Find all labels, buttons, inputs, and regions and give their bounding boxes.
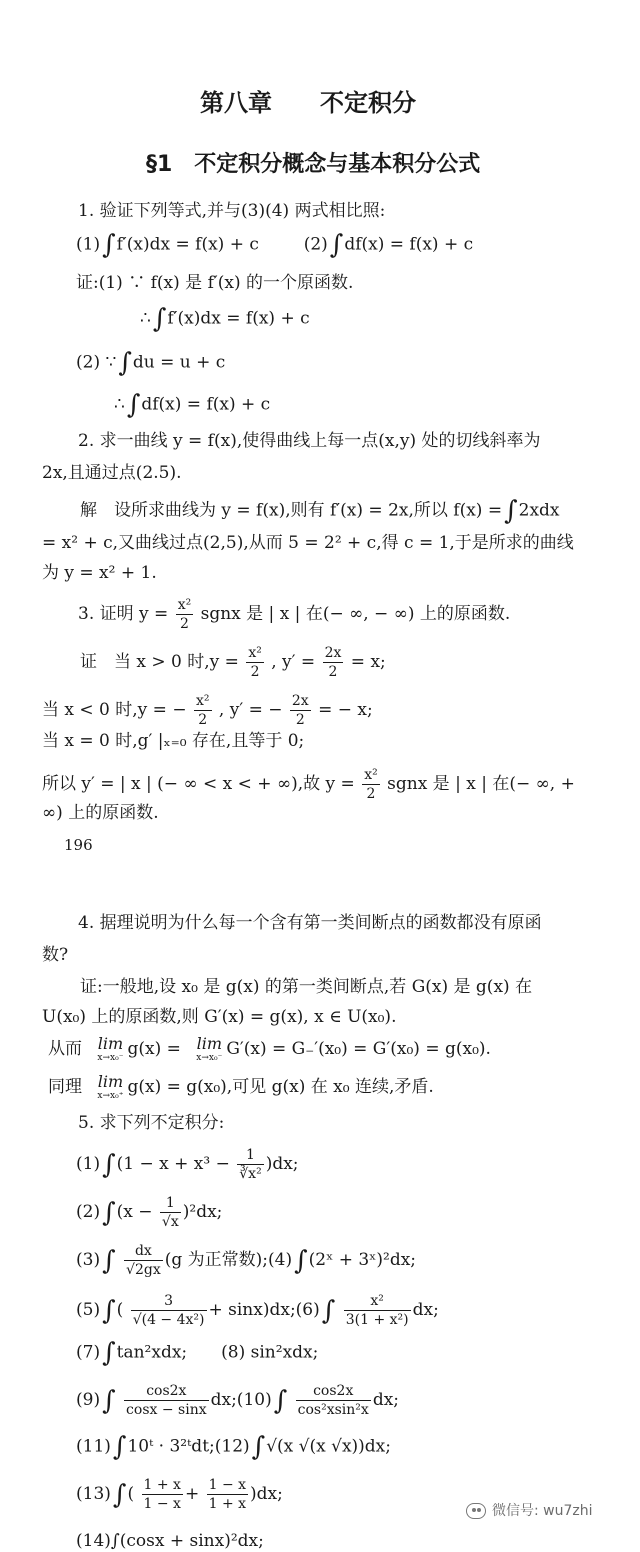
exercise-7-8: (7)∫tan²xdx; (8) sin²xdx;: [76, 1338, 319, 1368]
problem-2-statement: 2. 求一曲线 y = f(x),使得曲线上每一点(x,y) 处的切线斜率为: [78, 431, 541, 451]
chapter-title: 第八章 不定积分: [200, 89, 416, 117]
proof-4-line-4: 同理 lim x→x₀⁺ g(x) = g(x₀),可见 g(x) 在 x₀ 连续,矛盾.: [48, 1072, 434, 1101]
exercise-13: (13)∫( $\frac{1 + x}{1 - x}$ + $\frac{1 - x}{1 + x}$ )dx;: [76, 1477, 283, 1512]
solution-2-line-2: = x² + c,又曲线过点(2,5),从而 5 = 2² + c,得 c = 1,于是所求的曲线: [42, 533, 574, 553]
proof-3-line-3: 当 x = 0 时,g′ |ₓ₌₀ 存在,且等于 0;: [42, 731, 305, 751]
section-title: §1 不定积分概念与基本积分公式: [146, 152, 481, 177]
solution-2-line-3: 为 y = x² + 1.: [42, 563, 157, 583]
proof-3-line-1: 证 当 x > 0 时,y = $\frac{\text{x²}}{2}$ , y′ = $\frac{2x}{2}$ = x;: [80, 645, 386, 680]
problem-4-statement-cont: 数?: [42, 945, 69, 965]
problem-5-statement: 5. 求下列不定积分:: [78, 1113, 225, 1133]
exercise-14-partial: (14)∫(cosx + sinx)²dx;: [76, 1531, 264, 1551]
proof-3-line-5: ∞) 上的原函数.: [42, 803, 159, 823]
problem-2-statement-cont: 2x,且通过点(2.5).: [42, 463, 182, 483]
problem-3-statement: 3. 证明 y = $\frac{\text{x²}}{2}$ sgnx 是 | x | 在(− ∞, − ∞) 上的原函数.: [78, 597, 511, 632]
exercise-5-6: (5)∫( $\frac{3}{\text{√(4 − 4x²)}}$ + sinx)dx;(6)∫ $\frac{\text{x²}}{\text{3(1 + x²)}}$ dx;: [76, 1293, 439, 1328]
exercise-11-12: (11)∫10ᵗ · 3²ᵗdt;(12)∫√(x √(x √x))dx;: [76, 1432, 391, 1462]
page-number: 196: [64, 836, 93, 854]
exercise-3-4: (3)∫ $\frac{dx}{√2gx}$ (g 为正常数);(4)∫(2ˣ + 3ˣ)²dx;: [76, 1243, 417, 1278]
proof-4-line-3: 从而 lim x→x₀⁻ g(x) = lim x→x₀⁻ G′(x) = G₋′(x₀) = G′(x₀) = g(x₀).: [48, 1034, 491, 1063]
wechat-watermark: 微信号: wu7zhi: [466, 1500, 593, 1520]
proof-3-line-2: 当 x < 0 时,y = − $\frac{\text{x²}}{2}$ , y′ = − $\frac{2x}{2}$ = − x;: [42, 693, 373, 728]
exercise-2: (2)∫(x − $\frac{1}{√x}$ )²dx;: [76, 1195, 223, 1230]
proof-1-conclusion: ∴∫f′(x)dx = f(x) + c: [140, 304, 310, 334]
problem-1-statement: 1. 验证下列等式,并与(3)(4) 两式相比照:: [78, 201, 386, 221]
solution-2-line: 解 设所求曲线为 y = f(x),则有 f′(x) = 2x,所以 f(x) =∫2xdx: [80, 496, 560, 526]
proof-4-line-1: 证:一般地,设 x₀ 是 g(x) 的第一类间断点,若 G(x) 是 g(x) 在: [80, 977, 533, 997]
wechat-icon: [466, 1503, 486, 1519]
problem-1-equations: (1)∫f′(x)dx = f(x) + c (2)∫df(x) = f(x) + c: [76, 230, 474, 260]
proof-4-line-2: U(x₀) 上的原函数,则 G′(x) = g(x), x ∈ U(x₀).: [42, 1007, 397, 1027]
proof-1-line: 证:(1) ∵ f(x) 是 f′(x) 的一个原函数.: [76, 273, 354, 293]
exercise-9-10: (9)∫ $\frac{\cos 2x}{\cos x - \sin x}$ dx;(10)∫ $\frac{\cos 2x}{\text{cos²xsin²x}}$ dx;: [76, 1383, 400, 1418]
fraction: $\frac{\text{x²}}{2}$: [177, 597, 192, 632]
proof-2-conclusion: ∴∫df(x) = f(x) + c: [114, 390, 271, 420]
proof-2-line: (2) ∵∫du = u + c: [76, 348, 226, 378]
exercise-1: (1)∫(1 − x + x³ − $\frac{1}{\text{∛x²}}$ )dx;: [76, 1147, 299, 1182]
problem-4-statement: 4. 据理说明为什么每一个含有第一类间断点的函数都没有原函: [78, 913, 542, 933]
proof-3-line-4: 所以 y′ = | x | (− ∞ < x < + ∞),故 y = $\frac{\text{x²}}{2}$ sgnx 是 | x | 在(− ∞, +: [42, 767, 575, 802]
